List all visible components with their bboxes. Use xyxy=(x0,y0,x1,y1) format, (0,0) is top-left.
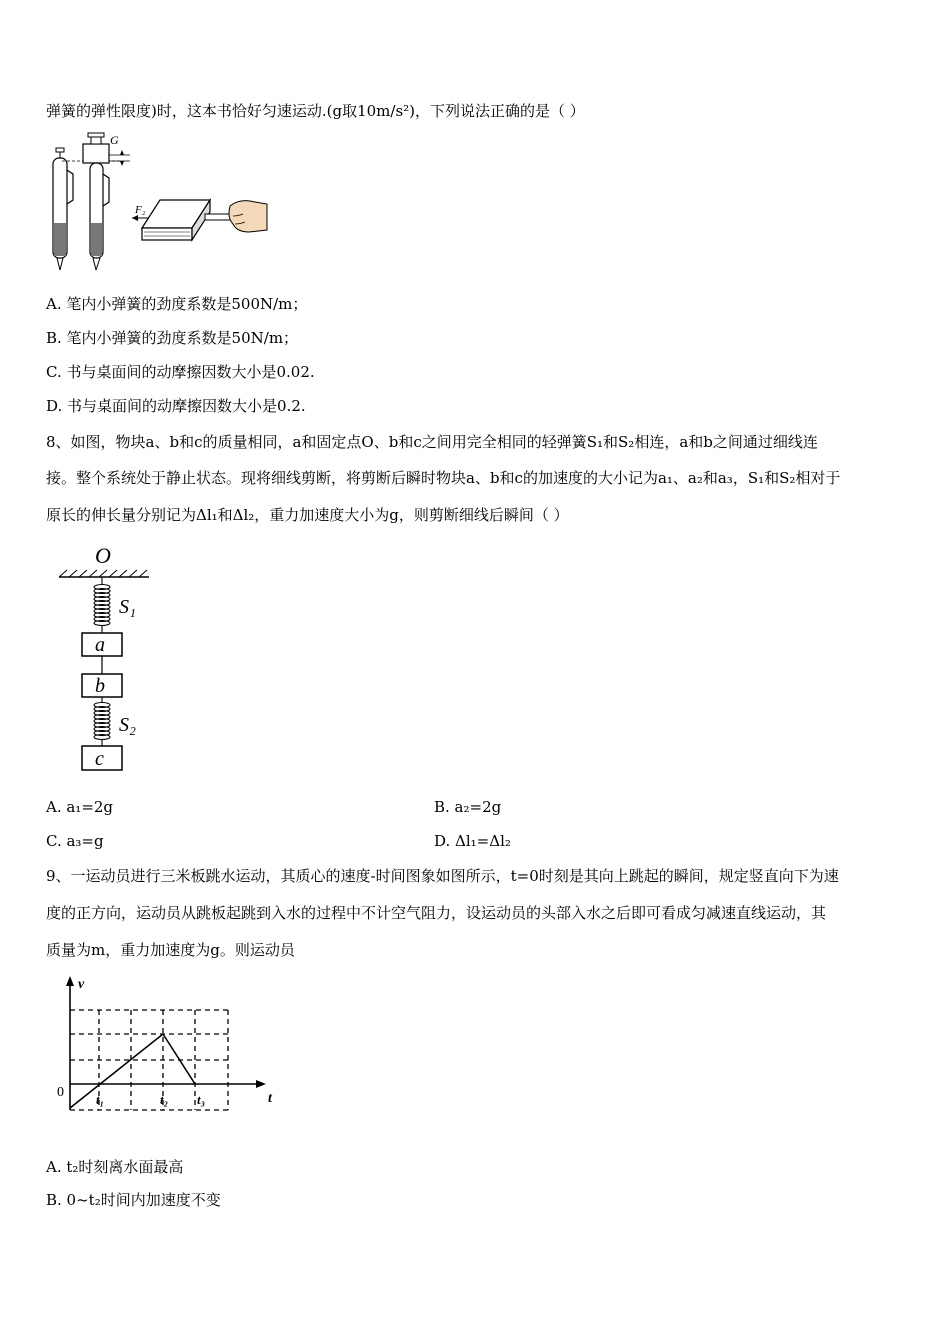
label-v: v xyxy=(78,977,85,992)
label-f2: F₂ xyxy=(135,204,146,216)
q9-option-a: A. t₂时刻离水面最高 xyxy=(46,1158,184,1176)
book xyxy=(142,200,210,240)
label-s1: S₁ xyxy=(119,596,136,618)
q8-option-b: B. a₂=2g xyxy=(434,798,502,816)
q8-stem-line-1: 8、如图，物块a、b和c的质量相同，a和固定点O、b和c之间用完全相同的轻弹簧S₁和S₂相连，a和b之间通过细线连 xyxy=(46,433,818,451)
q8-option-a: A. a₁=2g xyxy=(46,798,114,816)
spring-s1 xyxy=(94,577,110,633)
pen-left xyxy=(53,148,73,270)
q7-option-b: B. 笔内小弹簧的劲度系数是50N/m； xyxy=(46,329,299,347)
q8-figure xyxy=(55,540,165,780)
q8-option-d: D. Δl₁=Δl₂ xyxy=(434,832,511,850)
label-o: O xyxy=(95,543,111,568)
q7-figure xyxy=(40,128,270,273)
q8-stem-line-2: 接。整个系统处于静止状态。现将细线剪断，将剪断后瞬时物块a、b和c的加速度的大小记为a₁、a₂和a₃，S₁和S₂相对于 xyxy=(46,469,841,487)
tick-t1: t₁ xyxy=(96,1092,105,1107)
q7-option-d: D. 书与桌面间的动摩擦因数大小是0.2. xyxy=(46,397,306,415)
label-a: a xyxy=(95,634,105,656)
vt-line xyxy=(70,1034,195,1108)
spring-s2 xyxy=(94,697,110,746)
q9-stem-line-1: 9、一运动员进行三米板跳水运动，其质心的速度-时间图象如图所示，t=0时刻是其向上跳起的瞬间，规定竖直向下为速 xyxy=(46,867,839,885)
tick-t2: t₂ xyxy=(160,1092,169,1107)
label-g: G xyxy=(110,133,119,147)
label-c: c xyxy=(95,748,104,770)
q7-option-a: A. 笔内小弹簧的劲度系数是500N/m； xyxy=(46,295,308,313)
q9-vt-graph xyxy=(54,972,284,1117)
label-t: t xyxy=(268,1091,272,1106)
hand xyxy=(229,201,267,232)
q8-option-c: C. a₃=g xyxy=(46,832,104,850)
q9-stem-line-2: 度的正方向，运动员从跳板起跳到入水的过程中不计空气阻力，设运动员的头部入水之后即可看成匀减速直线运动，其 xyxy=(46,904,827,922)
q8-stem-line-3: 原长的伸长量分别记为Δl₁和Δl₂，重力加速度大小为g，则剪断细线后瞬间（ ） xyxy=(46,506,569,524)
label-s2: S₂ xyxy=(119,714,136,736)
label-origin: 0 xyxy=(57,1085,64,1100)
pen-right xyxy=(83,133,109,270)
q9-stem-line-3: 质量为m，重力加速度为g。则运动员 xyxy=(46,941,295,959)
label-b: b xyxy=(95,675,105,697)
tick-t3: t₃ xyxy=(197,1092,206,1107)
q9-option-b: B. 0~t₂时间内加速度不变 xyxy=(46,1191,221,1209)
q7-stem-tail: 弹簧的弹性限度)时，这本书恰好匀速运动.(g取10m/s²)，下列说法正确的是（ ） xyxy=(46,102,585,120)
q7-option-c: C. 书与桌面间的动摩擦因数大小是0.02. xyxy=(46,363,315,381)
